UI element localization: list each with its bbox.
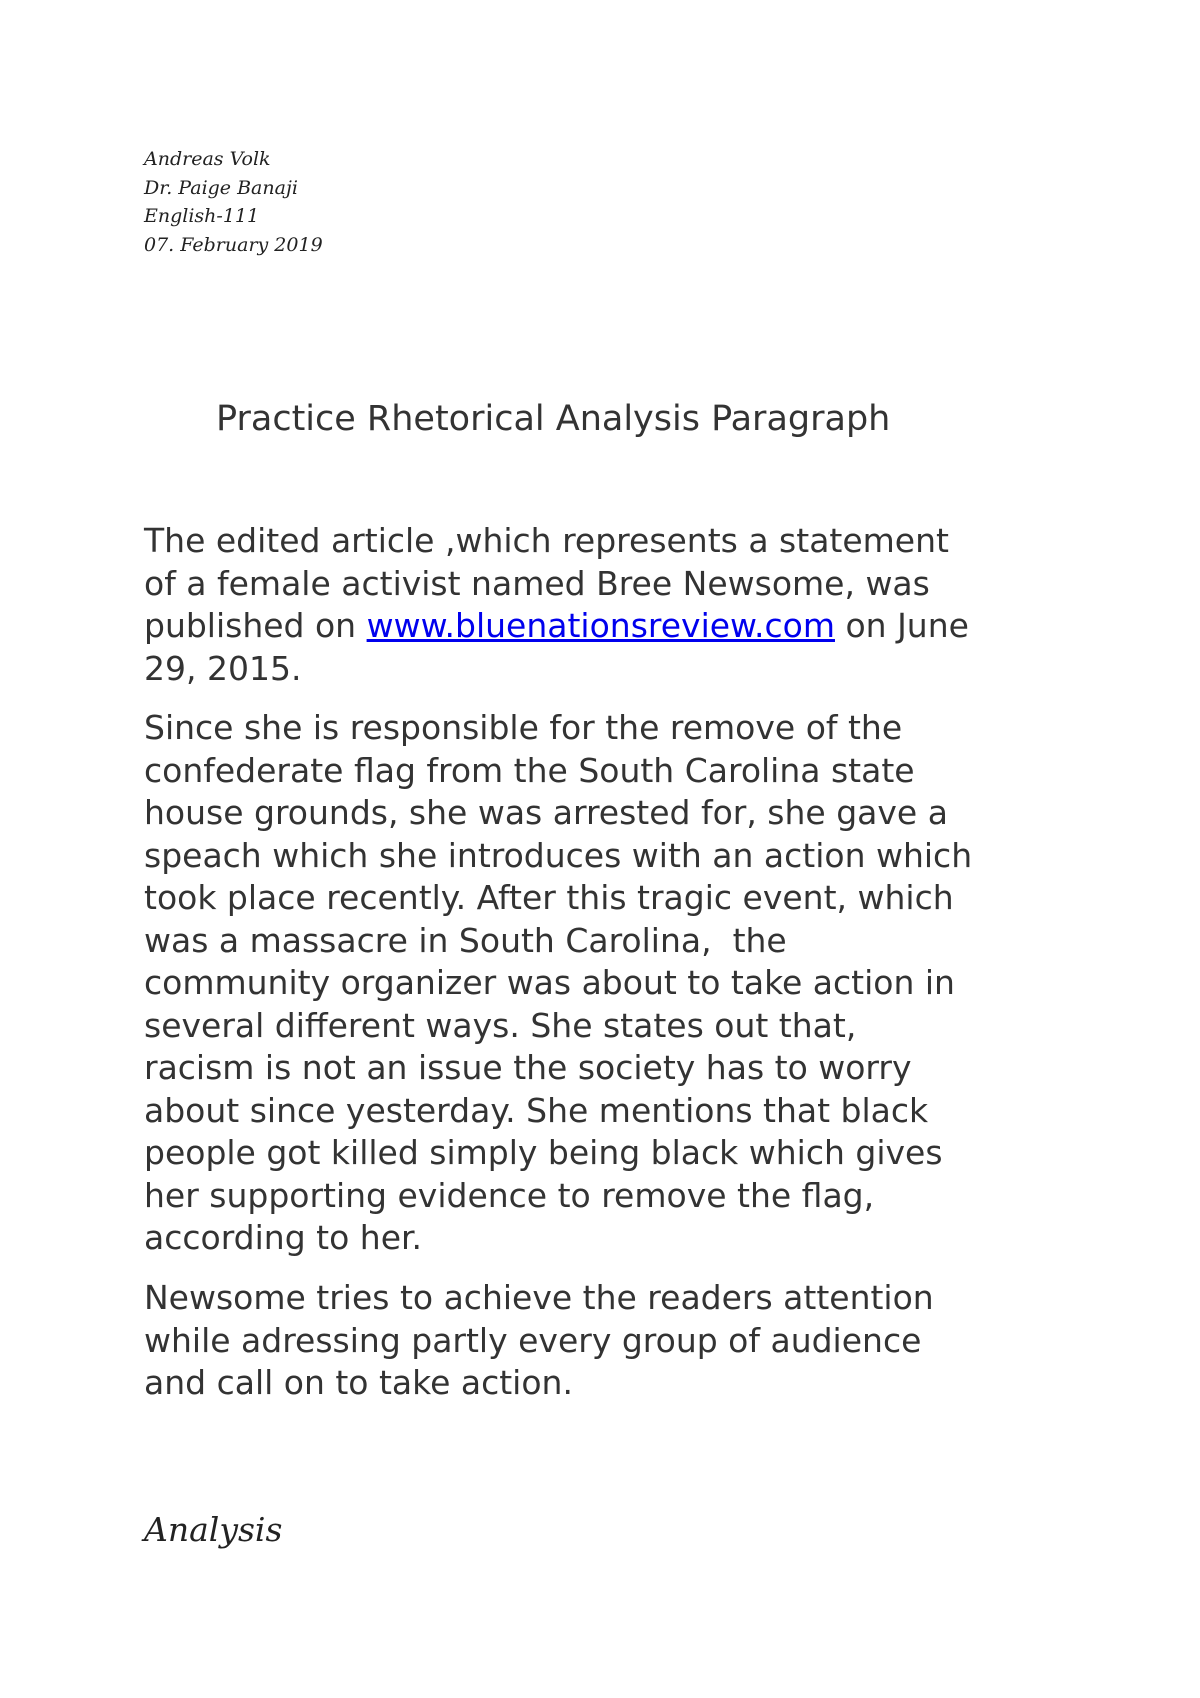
author-name: Andreas Volk	[144, 148, 271, 170]
course-name: English-111	[144, 205, 260, 227]
paragraph-line: confederate flag from the South Carolina state	[144, 750, 915, 790]
analysis-heading: Analysis	[144, 1510, 283, 1549]
paragraph-line: according to her.	[144, 1218, 423, 1257]
paragraph-context	[144, 707, 1084, 1260]
paragraph-line: Newsome tries to achieve the readers attention	[144, 1278, 934, 1317]
paragraph-intro	[144, 520, 1084, 690]
document-title: Practice Rhetorical Analysis Paragraph	[216, 399, 891, 439]
paragraph-line: Since she is responsible for the remove of the	[144, 708, 903, 747]
paragraph-line: 29, 2015.	[144, 648, 302, 688]
paragraph-line: The edited article ,which represents a statement	[144, 521, 949, 560]
paragraph-line: racism is not an issue the society has to worry	[144, 1048, 912, 1087]
line-text: on June	[834, 606, 969, 645]
paragraph-line: people got killed simply being black which gives	[144, 1133, 943, 1172]
paragraph-line	[144, 605, 1084, 648]
document-header	[144, 145, 323, 259]
document-date: 07. February 2019	[144, 233, 323, 256]
paragraph-conclusion	[144, 1277, 1084, 1405]
paragraph-line: while adressing partly every group of audience	[144, 1320, 922, 1360]
instructor-name: Dr. Paige Banaji	[144, 176, 298, 199]
paragraph-line: about since yesterday. She mentions that black	[144, 1090, 929, 1130]
paragraph-line: of a female activist named Bree Newsome, was	[144, 563, 930, 603]
website-link[interactable]: www.bluenationsreview.com	[366, 606, 835, 645]
paragraph-line: took place recently. After this tragic event, which	[144, 878, 954, 917]
paragraph-line: house grounds, she was arrested for, she gave a	[144, 793, 948, 832]
paragraph-line: was a massacre in South Carolina, the	[144, 920, 787, 960]
paragraph-line: her supporting evidence to remove the flag,	[144, 1175, 875, 1215]
line-text: published on	[144, 606, 367, 645]
paragraph-line: community organizer was about to take action in	[144, 963, 955, 1002]
paragraph-line: speach which she introduces with an action which	[144, 835, 973, 875]
paragraph-line: several different ways. She states out that,	[144, 1005, 857, 1045]
paragraph-line: and call on to take action.	[144, 1363, 573, 1402]
